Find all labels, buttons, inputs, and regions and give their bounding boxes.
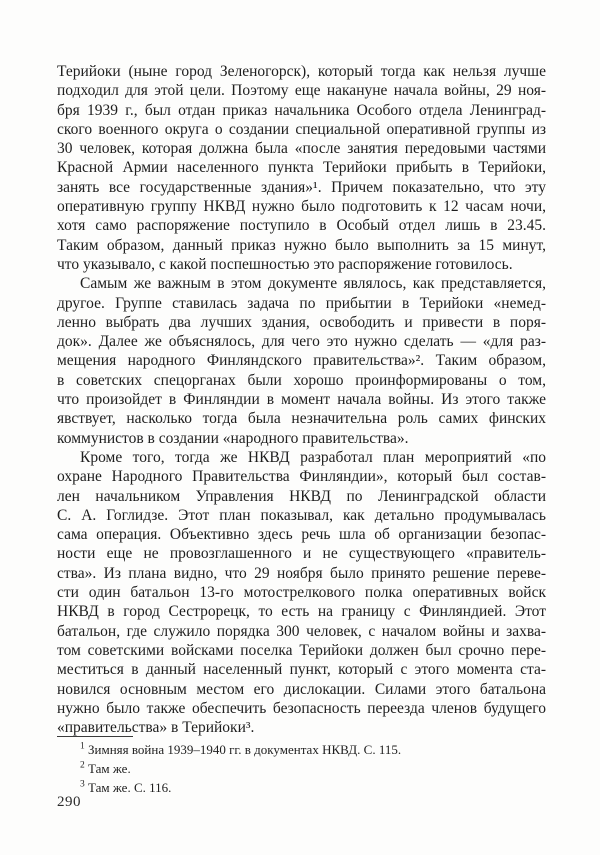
text-line: НКВД в город Сестрорецк, то есть на границу с Финляндией. Этот [57,603,546,621]
text-line: что произойдет в Финляндии в момент начала войны. Из этого также [57,391,546,409]
text-line: ства». Из плана видно, что 29 ноября было принято решение переве- [57,564,546,582]
text-line: Красной Армии населенного пункта Терийоки прибыть в Терийоки, [57,159,546,177]
footnote [57,740,546,759]
footnote-text: Зимняя война 1939–1940 гг. в документах НКВД. С. 115. [84,742,402,757]
footnote [57,778,546,797]
footnote-marker: 1 [80,741,85,752]
text-line: оперативную группу НКВД нужно было подготовить к 12 часам ночи, [57,198,546,216]
text-line: что указывало, с какой поспешностью это распоряжение готовилось. [57,255,513,273]
text-line: 30 человек, которая должна была «после занятия передовыми частями [57,140,546,158]
text-line: бря 1939 г., был отдан приказ начальника Особого отдела Ленинград- [57,101,546,119]
text-line: меститься в данный населенный пункт, который с этого момента ста- [57,661,546,679]
footnote-marker: 3 [80,779,85,790]
footnote-marker: 2 [80,760,85,771]
text-line: док». Далее же объяснялось, для чего это нужно сделать — «для раз- [57,333,546,351]
text-line: том советскими войсками поселка Терийоки должен был срочно пере- [57,641,546,659]
footnote-list [57,740,546,797]
page-number: 290 [57,794,81,810]
footnote-text: Там же. [84,761,131,776]
page-text [57,62,546,737]
text-line: С. А. Гоглидзе. Этот план показывал, как детально продумывалась [57,506,546,524]
text-line: коммунистов в создании «народного правительства». [57,429,409,447]
text-line: нужно было также обеспечить безопасность переезда членов будущего [57,699,546,717]
text-line: новился основным местом его дислокации. Силами этого батальона [57,680,546,698]
footnote-separator [57,736,133,737]
text-line: другое. Группе ставилась задача по прибытии в Терийоки «немед- [57,294,546,312]
text-line: хотя само распоряжение поступило в Особый отдел лишь в 23.45. [57,217,546,235]
footnotes-section [57,736,546,797]
text-line: сти один батальон 13-го мотострелкового полка оперативных войск [57,584,546,602]
text-line: занять все государственные здания»¹. Причем показательно, что эту [57,178,546,196]
footnote-text: Там же. С. 116. [84,780,172,795]
text-line: в советских спецорганах были хорошо проинформированы о том, [57,371,546,389]
text-line: ленно выбрать два лучших здания, освободить и привести в поря- [57,313,546,331]
text-line: явствует, насколько тогда была незначительна роль самих финских [57,410,546,428]
text-line: охране Народного Правительства Финляндии», который был состав- [57,468,546,486]
text-line: подходил для этой цели. Поэтому еще накануне начала войны, 29 ноя- [57,82,546,100]
text-line: ности еще не провозглашенного и не существующего «правитель- [57,545,546,563]
text-line: ского военного округа о создании специальной оперативной группы из [57,120,546,138]
paragraph [57,448,546,737]
text-line: сама операция. Объективно здесь речь шла об организации безопас- [57,526,546,544]
text-line: Терийоки (ныне город Зеленогорск), который тогда как нельзя лучше [57,63,546,80]
text-line: Самым же важным в этом документе являлось, как представляется, [80,275,546,293]
text-line: мещения народного Финляндского правительства»². Таким образом, [57,352,546,370]
text-line: лен начальником Управления НКВД по Ленинградской области [57,487,546,505]
paragraph [57,62,546,274]
text-line: батальон, где служило порядка 300 человек, с началом войны и захва- [57,622,546,640]
text-line: Таким образом, данный приказ нужно было выполнить за 15 минут, [57,236,546,254]
paragraph [57,274,546,448]
footnote [57,759,546,778]
text-line: Кроме того, тогда же НКВД разработал план мероприятий «по [80,448,546,466]
text-line: «правительства» в Терийоки³. [57,719,255,737]
